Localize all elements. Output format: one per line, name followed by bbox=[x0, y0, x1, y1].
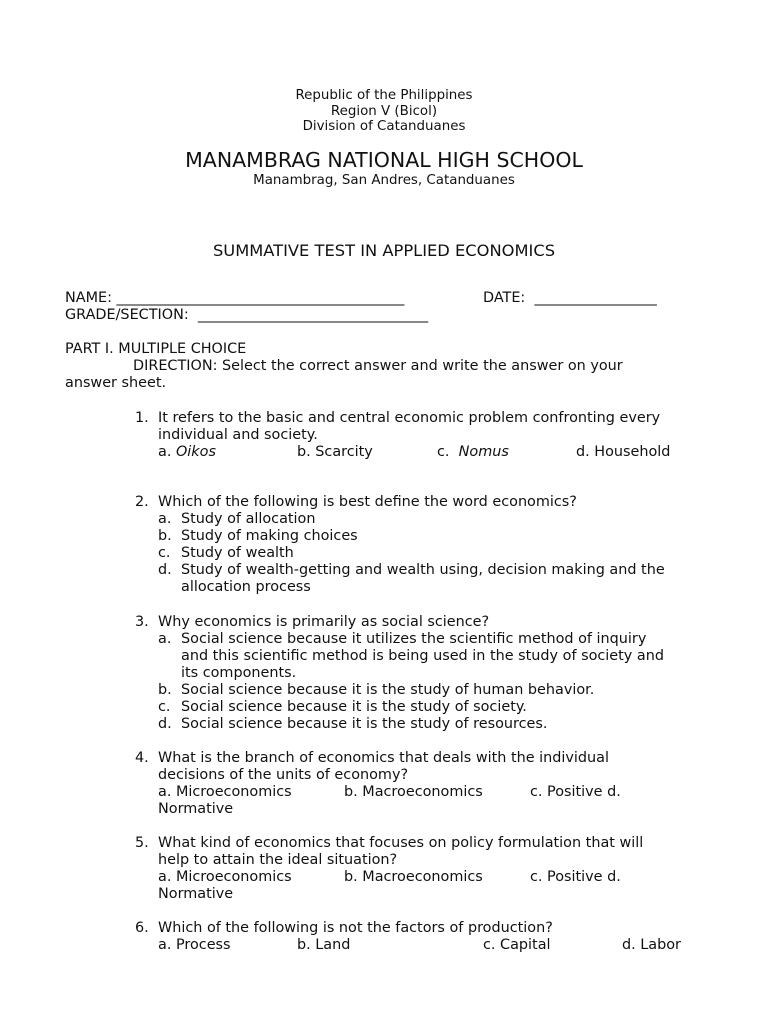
q3-choice-a-line-3: its components. bbox=[181, 665, 297, 681]
q6-stem: Which of the following is not the factors of production? bbox=[158, 920, 553, 936]
q2-choice-d-line-1: Study of wealth-getting and wealth using, decision making and the bbox=[181, 562, 665, 578]
grade-section-label: GRADE/SECTION: bbox=[65, 307, 189, 323]
grade-section-blank: ________________________________ bbox=[197, 307, 429, 323]
q5-stem-line-1: What kind of economics that focuses on policy formulation that will bbox=[158, 835, 644, 851]
test-title: SUMMATIVE TEST IN APPLIED ECONOMICS bbox=[212, 241, 556, 260]
q5-choice-b: b. Macroeconomics bbox=[344, 869, 483, 885]
q2-choice-b-letter: b. bbox=[158, 528, 172, 544]
government-header bbox=[0, 88, 768, 135]
q1-choice-c-text: Nomus bbox=[458, 444, 509, 460]
q2-choice-b: Study of making choices bbox=[181, 528, 358, 544]
direction-line-2: answer sheet. bbox=[65, 375, 167, 391]
q6-choice-a: a. Process bbox=[158, 937, 231, 953]
q3-choice-a-line-2: and this scientific method is being used in the study of society and bbox=[181, 648, 664, 664]
date-blank: _________________ bbox=[534, 290, 657, 306]
q3-choice-b-letter: b. bbox=[158, 682, 172, 698]
q4-choice-d-text: Normative bbox=[158, 801, 234, 817]
header-division: Division of Catanduanes bbox=[302, 119, 466, 134]
q2-choice-c: Study of wealth bbox=[181, 545, 294, 561]
q2-choice-a: Study of allocation bbox=[181, 511, 316, 527]
q1-choice-a-text: Oikos bbox=[175, 444, 216, 460]
q2-choice-d-line-2: allocation process bbox=[181, 579, 311, 595]
q3-choice-b: Social science because it is the study of human behavior. bbox=[181, 682, 595, 698]
q1-number: 1. bbox=[135, 410, 149, 426]
q4-choice-c-d: c. Positive d. bbox=[530, 784, 621, 800]
q1-stem-line-2: individual and society. bbox=[158, 427, 318, 443]
q4-choice-a: a. Microeconomics bbox=[158, 784, 292, 800]
q4-choice-b: b. Macroeconomics bbox=[344, 784, 483, 800]
q3-choice-a-line-1: Social science because it utilizes the scientific method of inquiry bbox=[181, 631, 647, 647]
q3-choice-d: Social science because it is the study of resources. bbox=[181, 716, 548, 732]
q2-choice-a-letter: a. bbox=[158, 511, 172, 527]
q2-choice-c-letter: c. bbox=[158, 545, 171, 561]
name-label: NAME: bbox=[65, 290, 112, 306]
q6-choice-c: c. Capital bbox=[483, 937, 551, 953]
date-field bbox=[483, 290, 657, 307]
q1-stem-line-1: It refers to the basic and central economic problem confronting every bbox=[158, 410, 661, 426]
grade-section-field bbox=[65, 307, 428, 324]
q1-choice-c-letter: c. bbox=[437, 444, 450, 460]
q2-number: 2. bbox=[135, 494, 149, 510]
q2-stem: Which of the following is best define the word economics? bbox=[158, 494, 577, 510]
name-field bbox=[65, 290, 404, 307]
q3-number: 3. bbox=[135, 614, 149, 630]
q1-choice-d: d. Household bbox=[576, 444, 671, 460]
name-blank: ________________________________________ bbox=[116, 290, 405, 306]
q1-choice-c bbox=[437, 444, 509, 461]
q5-choice-c-d: c. Positive d. bbox=[530, 869, 621, 885]
q6-choice-b: b. Land bbox=[297, 937, 351, 953]
q5-choice-a: a. Microeconomics bbox=[158, 869, 292, 885]
q3-stem: Why economics is primarily as social science? bbox=[158, 614, 490, 630]
date-label: DATE: bbox=[483, 290, 526, 306]
q3-choice-a-letter: a. bbox=[158, 631, 172, 647]
q3-choice-c: Social science because it is the study of society. bbox=[181, 699, 527, 715]
school-name: MANAMBRAG NATIONAL HIGH SCHOOL bbox=[185, 148, 583, 172]
q1-choice-b: b. Scarcity bbox=[297, 444, 373, 460]
q4-stem-line-2: decisions of the units of economy? bbox=[158, 767, 409, 783]
q6-number: 6. bbox=[135, 920, 149, 936]
q5-number: 5. bbox=[135, 835, 149, 851]
q4-number: 4. bbox=[135, 750, 149, 766]
q6-choice-d: d. Labor bbox=[622, 937, 681, 953]
q5-stem-line-2: help to attain the ideal situation? bbox=[158, 852, 398, 868]
direction-line-1: DIRECTION: Select the correct answer and write the answer on your bbox=[133, 358, 623, 374]
q1-choice-a bbox=[158, 444, 216, 461]
q4-stem-line-1: What is the branch of economics that deals with the individual bbox=[158, 750, 609, 766]
header-republic: Republic of the Philippines bbox=[295, 88, 473, 103]
school-address: Manambrag, San Andres, Catanduanes bbox=[253, 173, 515, 188]
part1-title: PART I. MULTIPLE CHOICE bbox=[65, 341, 247, 357]
header-region: Region V (Bicol) bbox=[330, 103, 438, 119]
q5-choice-d-text: Normative bbox=[158, 886, 234, 902]
q1-choice-a-letter: a. bbox=[158, 444, 172, 460]
q3-choice-c-letter: c. bbox=[158, 699, 171, 715]
q3-choice-d-letter: d. bbox=[158, 716, 172, 732]
q2-choice-d-letter: d. bbox=[158, 562, 172, 578]
